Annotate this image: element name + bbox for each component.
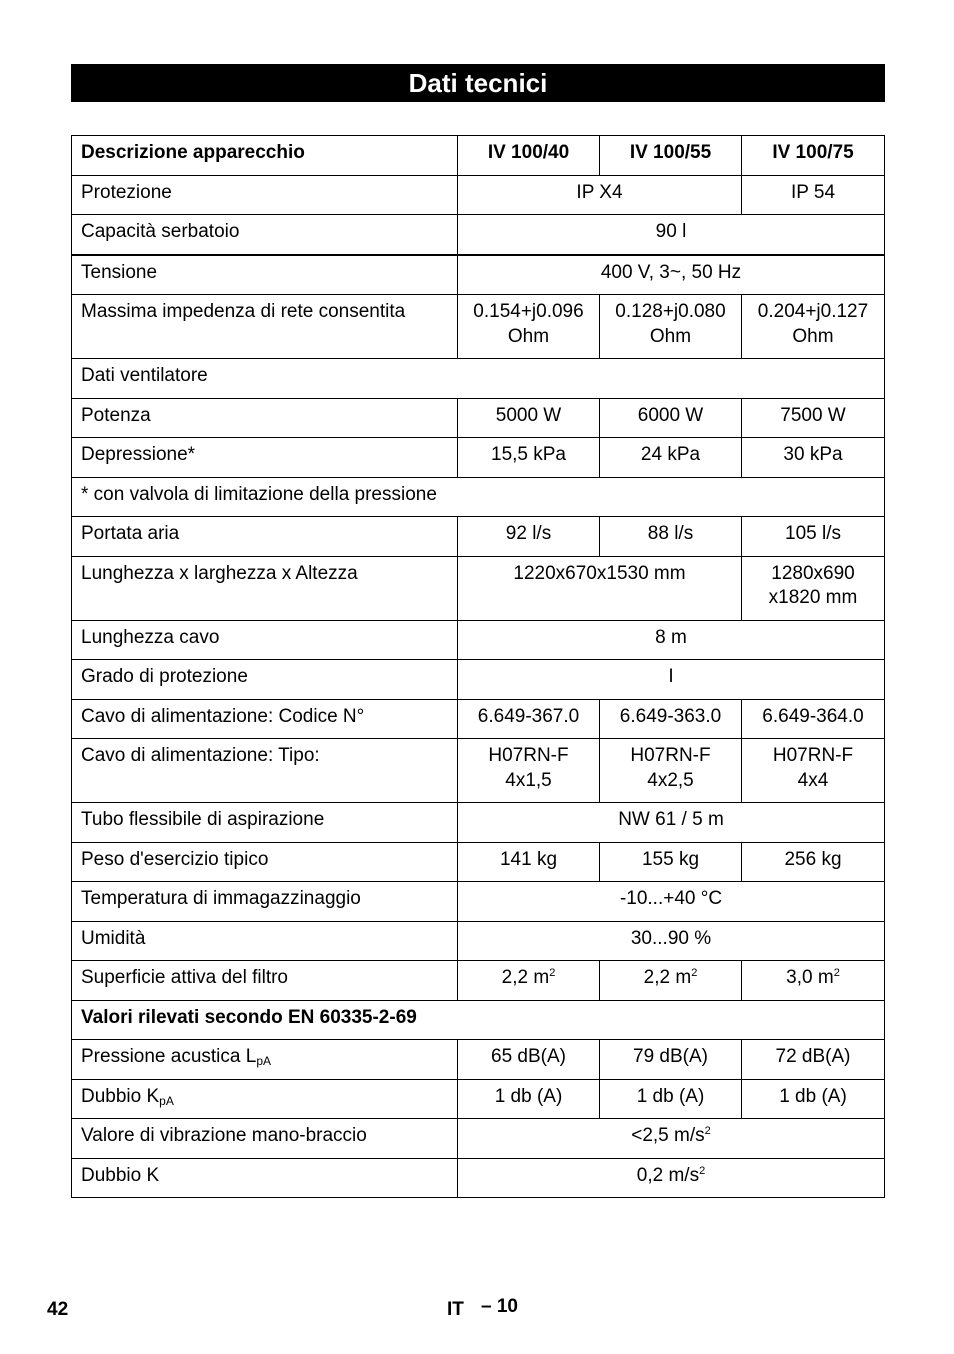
table-row: [72, 1119, 885, 1159]
row-value: IP 54: [742, 175, 885, 215]
row-value: 30...90 %: [458, 921, 885, 961]
row-label: Cavo di alimentazione: Tipo:: [72, 739, 458, 803]
row-value: H07RN-F 4x1,5: [458, 739, 600, 803]
row-value: <2,5 $m/s^2$: [458, 1119, 885, 1159]
row-value: 15,5 kPa: [458, 438, 600, 478]
table-row: [72, 660, 885, 700]
table-row: [72, 1079, 885, 1119]
row-value: 2,2 $m^2$: [600, 961, 742, 1001]
row-value: 105 l/s: [742, 517, 885, 557]
row-label: Lunghezza cavo: [72, 620, 458, 660]
row-value: 88 l/s: [600, 517, 742, 557]
row-label: Temperatura di immagazzinaggio: [72, 882, 458, 922]
section-label: Dati ventilatore: [72, 359, 885, 399]
row-value: 8 m: [458, 620, 885, 660]
row-value: 6.649-363.0: [600, 699, 742, 739]
row-value: 1220x670x1530 mm: [458, 556, 742, 620]
row-value: 1 db (A): [600, 1079, 742, 1119]
table-row: [72, 438, 885, 478]
table-row: [72, 517, 885, 557]
row-label: Umidità: [72, 921, 458, 961]
row-value: 141 kg: [458, 842, 600, 882]
row-value: 0.204+j0.127 Ohm: [742, 295, 885, 359]
row-label: Cavo di alimentazione: Codice N°: [72, 699, 458, 739]
row-value: I: [458, 660, 885, 700]
row-label: Pressione acustica $L_{pA}$: [72, 1040, 458, 1080]
row-label: Peso d'esercizio tipico: [72, 842, 458, 882]
row-label: Dubbio $K_{pA}$: [72, 1079, 458, 1119]
row-label: Capacità serbatoio: [72, 215, 458, 255]
row-value: 30 kPa: [742, 438, 885, 478]
row-value: -10...+40 °C: [458, 882, 885, 922]
row-value: 3,0 $m^2$: [742, 961, 885, 1001]
row-label: Portata aria: [72, 517, 458, 557]
footnote: * con valvola di limitazione della pressione: [72, 477, 885, 517]
table-row: [72, 398, 885, 438]
table-row: [72, 921, 885, 961]
row-label: Depressione*: [72, 438, 458, 478]
header-model-1: IV 100/40: [458, 136, 600, 176]
row-value: 400 V, 3~, 50 Hz: [458, 255, 885, 295]
table-row: [72, 255, 885, 295]
row-value: 1 db (A): [458, 1079, 600, 1119]
row-value: 6000 W: [600, 398, 742, 438]
row-label: Lunghezza x larghezza x Altezza: [72, 556, 458, 620]
row-value: H07RN-F 4x2,5: [600, 739, 742, 803]
row-label: Potenza: [72, 398, 458, 438]
table-row: [72, 1158, 885, 1198]
table-header-row: [72, 136, 885, 176]
row-value: NW 61 / 5 m: [458, 803, 885, 843]
row-value: 5000 W: [458, 398, 600, 438]
table-row: [72, 699, 885, 739]
table-row: [72, 739, 885, 803]
page-number: 42: [47, 1299, 69, 1320]
table-section-row: [72, 359, 885, 399]
row-value: 79 dB(A): [600, 1040, 742, 1080]
row-value: 92 l/s: [458, 517, 600, 557]
language-code: IT: [447, 1299, 464, 1320]
table-row: [72, 842, 885, 882]
header-description: Descrizione apparecchio: [72, 136, 458, 176]
row-label: Tubo flessibile di aspirazione: [72, 803, 458, 843]
row-label: Tensione: [72, 255, 458, 295]
row-value: 6.649-364.0: [742, 699, 885, 739]
table-note-row: [72, 477, 885, 517]
row-value: 2,2 $m^2$: [458, 961, 600, 1001]
table-row: [72, 175, 885, 215]
table-row: [72, 882, 885, 922]
table-row: [72, 1040, 885, 1080]
table-row: [72, 215, 885, 255]
section-page-number: – 10: [481, 1296, 518, 1317]
table-section-row: [72, 1000, 885, 1040]
header-model-2: IV 100/55: [600, 136, 742, 176]
row-value: 1 db (A): [742, 1079, 885, 1119]
header-model-3: IV 100/75: [742, 136, 885, 176]
row-value: 65 dB(A): [458, 1040, 600, 1080]
page-title: Dati tecnici: [71, 64, 885, 102]
table-row: [72, 620, 885, 660]
row-value: 72 dB(A): [742, 1040, 885, 1080]
row-value: 90 l: [458, 215, 885, 255]
table-row: [72, 556, 885, 620]
row-value: H07RN-F 4x4: [742, 739, 885, 803]
row-value: 24 kPa: [600, 438, 742, 478]
table-row: [72, 961, 885, 1001]
row-value: 0,2 $m/s^2$: [458, 1158, 885, 1198]
row-value: 155 kg: [600, 842, 742, 882]
section-label: Valori rilevati secondo EN 60335-2-69: [72, 1000, 885, 1040]
row-label: Massima impedenza di rete consentita: [72, 295, 458, 359]
row-value: 1280x690 x1820 mm: [742, 556, 885, 620]
row-value: 6.649-367.0: [458, 699, 600, 739]
row-value: 256 kg: [742, 842, 885, 882]
row-value: 0.154+j0.096 Ohm: [458, 295, 600, 359]
spec-table: [71, 135, 885, 1198]
table-row: [72, 295, 885, 359]
row-label: Dubbio K: [72, 1158, 458, 1198]
row-value: 7500 W: [742, 398, 885, 438]
table-row: [72, 803, 885, 843]
row-value: IP X4: [458, 175, 742, 215]
row-label: Valore di vibrazione mano-braccio: [72, 1119, 458, 1159]
row-label: Protezione: [72, 175, 458, 215]
row-value: 0.128+j0.080 Ohm: [600, 295, 742, 359]
row-label: Grado di protezione: [72, 660, 458, 700]
row-label: Superficie attiva del filtro: [72, 961, 458, 1001]
